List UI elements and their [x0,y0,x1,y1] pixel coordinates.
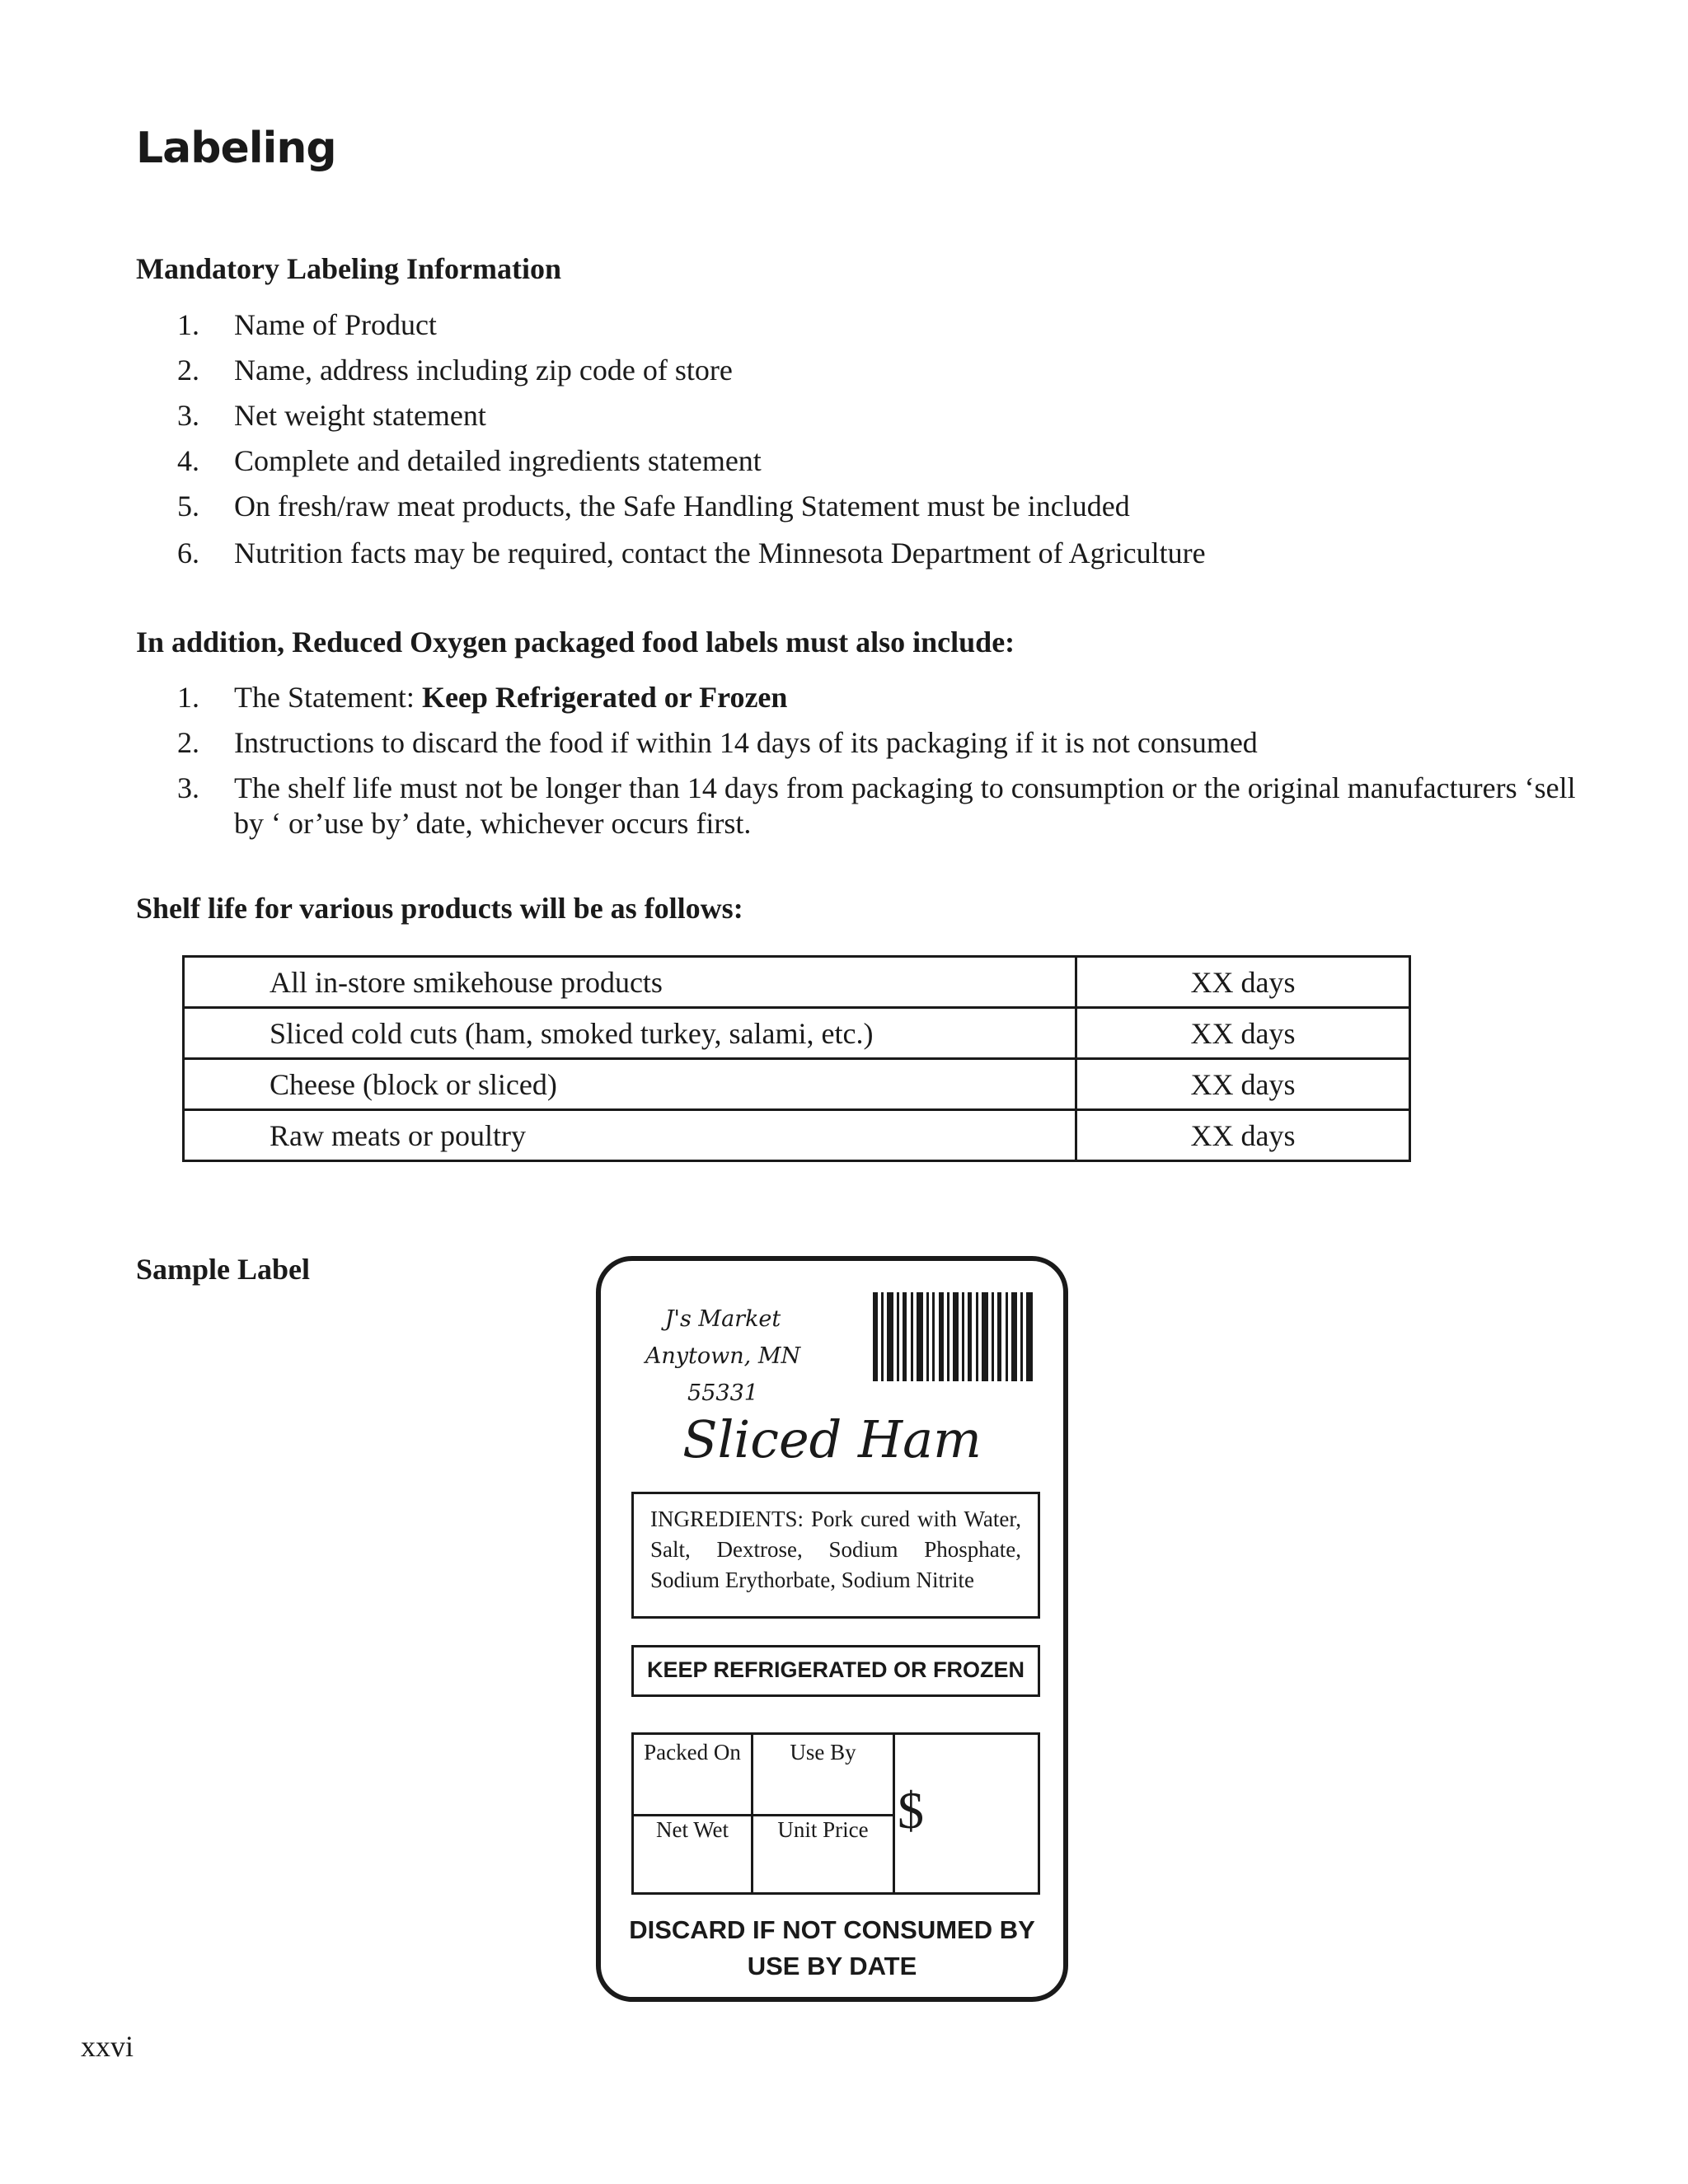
list-number: 3. [177,771,199,804]
list-text: The shelf life must not be longer than 14 days from packaging to consumption or the original manufacturers ‘sell by ‘ or’use by’ date, whichever occurs first. [234,771,1576,840]
list-number: 2. [177,726,199,759]
list-text: On fresh/raw meat products, the Safe Handling Statement must be included [234,490,1130,523]
list-item [136,771,1578,841]
list-number: 2. [177,354,199,387]
table-row [184,957,1410,1008]
grid-divider [634,1814,893,1816]
list-item [136,307,1578,343]
product-cell: Cheese (block or sliced) [184,1059,1076,1110]
mandatory-heading: Mandatory Labeling Information [136,252,562,285]
product-cell: All in-store smikehouse products [184,957,1076,1008]
list-text: Net weight statement [234,399,486,432]
barcode-icon [873,1292,1035,1381]
list-text: Nutrition facts may be required, contact the Minnesota Department of Agriculture [234,537,1206,569]
page-number: xxvi [81,2030,134,2063]
shelf-life-table [182,955,1411,1162]
product-name: Sliced Ham [682,1409,982,1469]
store-info [616,1301,830,1412]
page-title: Labeling [136,124,336,173]
reduced-oxygen-heading: In addition, Reduced Oxygen packaged food labels must also include: [136,626,1015,658]
list-text: Instructions to discard the food if within 14 days of its packaging if it is not consumed [234,726,1258,759]
net-wet-label: Net Wet [655,1817,729,1842]
ingredients-box: INGREDIENTS: Pork cured with Water, Salt, Dextrose, Sodium Phosphate, Sodium Erythorbate, Sodium Nitrite [631,1492,1040,1619]
keep-refrigerated-box: KEEP REFRIGERATED OR FROZEN [631,1645,1040,1697]
discard-line: DISCARD IF NOT CONSUMED BY [629,1915,1035,1944]
product-cell: Raw meats or poultry [184,1110,1076,1161]
statement-prefix: The Statement: [234,681,422,714]
table-row [184,1008,1410,1059]
sample-label [596,1256,1068,2002]
days-cell: XX days [1076,957,1410,1008]
price-symbol: $ [898,1781,924,1840]
list-item [136,443,1578,479]
list-text [234,681,787,714]
list-number: 3. [177,399,199,432]
list-number: 1. [177,681,199,714]
list-text: Name, address including zip code of store [234,354,733,387]
days-cell: XX days [1076,1008,1410,1059]
list-item [136,353,1578,388]
days-cell: XX days [1076,1110,1410,1161]
list-item [136,398,1578,434]
table-row [184,1059,1410,1110]
days-cell: XX days [1076,1059,1410,1110]
list-item [136,489,1578,524]
store-address: Anytown, MN 55331 [645,1343,801,1406]
sample-label-heading: Sample Label [136,1253,311,1286]
list-number: 5. [177,490,199,523]
packed-on-label: Packed On [644,1740,741,1765]
list-item [136,680,1578,715]
list-item [136,536,1578,571]
mandatory-list [136,307,1578,571]
list-number: 6. [177,537,199,569]
list-text: Complete and detailed ingredients statement [234,444,762,477]
grid-divider [893,1735,895,1892]
list-number: 1. [177,308,199,341]
statement-bold: Keep Refrigerated or Frozen [421,681,788,714]
use-by-label: Use By [790,1740,856,1765]
list-number: 4. [177,444,199,477]
discard-statement [601,1912,1063,1985]
list-item [136,725,1578,761]
product-cell: Sliced cold cuts (ham, smoked turkey, salami, etc.) [184,1008,1076,1059]
table-row [184,1110,1410,1161]
reduced-oxygen-list [136,680,1578,841]
shelf-life-heading: Shelf life for various products will be as follows: [136,892,743,925]
unit-price-label: Unit Price [777,1817,869,1842]
store-name: J's Market [664,1306,781,1332]
label-info-grid [631,1732,1040,1895]
list-text: Name of Product [234,308,437,341]
discard-line: USE BY DATE [747,1952,917,1980]
